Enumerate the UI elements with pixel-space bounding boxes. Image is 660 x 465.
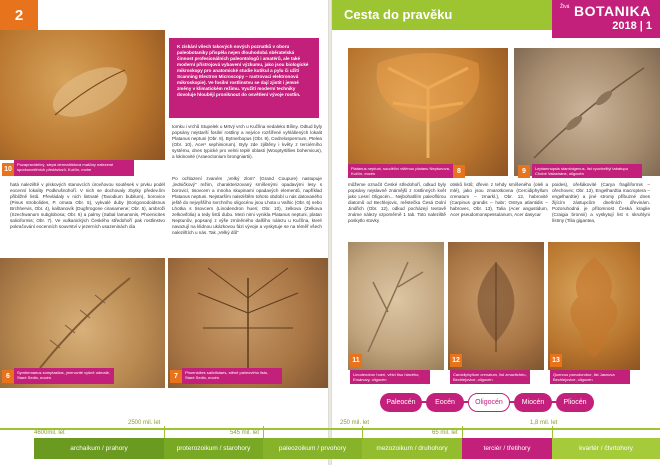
magazine-logo [552,0,660,38]
fossil-photo-9 [514,48,660,176]
caption-number-7: 7 [170,370,182,383]
caption-10: Pozapravidelný, slepá dermatitidová mašliny nalezené spodnovnitřních předávlozlí, Kučlín, mohe [14,160,134,176]
tick-65: 65 mil. let [432,430,458,436]
tick-line-545 [263,426,264,438]
fossil-photo-8 [348,48,508,176]
tick-line-1-8 [552,426,553,438]
fossil-photo-12 [448,242,544,370]
fossil-photo-11 [348,242,444,370]
tick-2500: 2500 mil. let [128,420,161,426]
tick-line-250 [362,426,363,438]
epoch-oligocene: Oligocén [468,393,510,412]
tick-line-2500 [164,426,165,438]
caption-12: Carcidiphyllum crenatum, list zmavitchéu, Bechlejovice, oligocén [450,370,530,384]
section-title: Cesta do pravěku [344,7,453,22]
brand-year: 2018 | 1 [612,20,652,32]
tick-250: 250 mil. let [340,420,370,426]
text-column-r1: můžeme označit České středohoří, odkud byly popsány nejslavně známější z rostlinných květ jako Lesní Oligocén... Nejbohatším paleoflórou diatomů od Bechlejovic, městečka Česá Dolní Jindřich (Obr. 12), odkud pocházejí textově známe nálezy vzpoměrně 1 tab. Toto naleziště poskytlo stovky [348,182,446,223]
eras-bar [0,438,660,459]
epoch-miocene: Miocén [514,393,552,412]
caption-8: Platanus neptuni, soudělíví vštěnou platanu Neptunova, Kučlín, eocén [348,164,453,178]
left-page [0,0,328,465]
caption-number-10: 10 [2,163,14,176]
caption-13: Quercus pseudorobur, list Jasnova Bechlejovice, oligocén [550,370,630,384]
caption-7: Phoenicites salicifolaes, stěně palmového listu, Staré Sedlo, eocén [182,368,282,384]
tick-1-8: 1,8 mil. let [530,420,558,426]
fossil-platanus-illustration [348,48,508,176]
epoch-pliocene: Pliocén [556,393,594,412]
era-proterozoikum: proterozoikum / starohory [164,438,263,459]
caption-number-12: 12 [450,354,462,367]
caption-number-8: 8 [453,165,465,178]
tick-545: 545 mil. let [230,430,260,436]
caption-9: Leptamnopsis staminigenus, list vyochelitýi tabatupu Chobé Valastráne, oligocén [532,164,642,178]
era-kvarter: kvartér / čtvrtohory [552,438,660,459]
brand-name: BOTANIKA [574,3,651,19]
era-tercier: terciér / třetihory [462,438,552,459]
timeline-axis [0,428,660,430]
fossil-twig-11-illustration [348,242,444,370]
text-column-r3: poides), ořešákovité (Carya fragiliformis – ořechovec; Obr. 13), Engelhardtia macroptera – engelhardtie) a jiné stromy příbuzné dnes žijícím zástupcům dnešních dřevinám. Pozoruhodná je přítomnost Česká kraglie (Craigia bronnii) a vyskytují list s skruhlyni lístmy (Tilia gigantea, [552,182,650,223]
fossil-leaf-illustration [0,30,165,160]
caption-number-13: 13 [550,354,562,367]
epoch-eocene: Eocén [426,393,464,412]
era-archaikum: archaikum / prahory [34,438,164,459]
caption-number-11: 11 [350,354,362,367]
caption-6: Symbirmaeus somptasilos, jmenovité vyšně odmalé, Staré Sedlo, eocén [14,368,114,384]
caption-number-6: 6 [2,370,14,383]
tick-4600: 4600mil. let [34,430,65,436]
highlight-box: K získání všech takových nových poznatků v oboru paleobotaniky přispěla nejen dlouhodobá sběratelská činnost profesionálních paleontologů i amatérů, ale také moderní přístrojová vybavení výzkumu, jako jsou biologické mikroskopy pro anatomické studie kutikul a pylu či užití Scanning Electron Microscopy – rastrovací elektronová mikroskopie). Ve fosilní rostlinstvu se dají zjistit i jemné změny v klimatickém režimu. Využití moderní techniky dovoluje hloubějí proniknout do osvětlení vývoje rostlin. [169,38,319,118]
fossil-twig-illustration [514,48,660,176]
text-column-2b: Po ochlazení zvaném „Velký zlom“ (Grand Coupure) nastupuje „ledničkový“ režim, charakterizovaný smíšenými opadavými lesy s borovicí, tisovcem a mnoha skupinami opadavých elementů, například Platanus neptuni. Nejstarším nalezištěm tohoto období u nás datovaného ještě do nejvyššího svrchního oligocénu jsou Lhota u Valhic (Obr. 6) nebo Lhotka s tisovcem (Linodendron hueri; Obr. 10), zelkova (Zelkova zelkovifolia) a tedy listů dubu. Mezi nimi vynikla Platanus neptuni, platan Neptunův, popsaný z výše zmíněného dalšího nálezu u Kučlína, které navazují na klidnou ukázkovou fázi vývoje a vyskytuje se na téměř všech nalezištích u nás. Tak „Velký důl“ [172,176,322,235]
tick-line-65 [462,426,463,438]
brand-small: Živá [560,4,570,10]
text-column-2a: tomku i vrchů Stupelek u Mrtvý vrch u Kučlína nedaleko Bíliny. Odtud byly popsány nejstarší fosilní rostliny a nejvíce rozšířené vyhlášených lokalit Platanus neptuni (Obr. 8), Bytnerbopus (Obr. 9), Cedrelospermum, Ptelea (Obr. 10), Acer¹ sephiniorum). Byly zde zjištěny i květy z terciérního systému, dnes typické pro velmi teplé oblasti (Wooptyrtillies bohemicus), a lokinovité (Araeoctonium brongniartii). [172,124,322,159]
era-mezozoikum: mezozoikum / druhohory [362,438,462,459]
page-number-left: 2 [0,0,38,30]
caption-11: Linodendron hueri, větví tisu hlavého, Ersánovy, oligocén [350,370,430,384]
era-paleozoikum: paleozoikum / prvohory [263,438,362,459]
caption-number-9: 9 [518,165,530,178]
fossil-photo-13 [548,242,640,370]
epoch-paleocene: Paleocén [380,393,422,412]
fossil-oak-leaf-illustration [548,242,640,370]
fossil-photo-10 [0,30,165,160]
text-column-1: hatá naleziště v pískových stanovcích úrovňovou soutěsek v prvku podél eocenní lokality Podkrušnohoří. V nich se dochovaly zbytky předev.lím přibližně listů. Převládaly v nich listnaté (Taxodium bubilum), borovice (Pinus strobolides, P. ornata Obr. 5), vykvalé duby (Eorigonodoidsnus Brchhervis, Obr. 4), kaštanovík (Dugfrrogone ciranamene; Obr. 5), ambroži (Szechwanum subglobosa; Obr. 6) a palmy (Sabal lamanonis, Phoenicites saliciformis; Obr. 7). Ve vulkanických Českého středohoří pak rostlinstvo pokračování eocenních souvrství v jezerních usazeninách dia [10,182,165,229]
fossil-leaf-12-illustration [448,242,544,370]
text-column-r2: otisků listů; dřevin z tehdy smíšeného (oleli a mlé), jako jsou zmarotkovna (Cercidiphyllum crenatum – zmarkl.), Obr. 12, habrovité (Carpinus grandis – habr; Ostrya atlantidis – habrovec, Obr. 13), Talia (Acer angustidum, Acer pseudomonspessulanum, Acer dasycar [450,182,548,217]
